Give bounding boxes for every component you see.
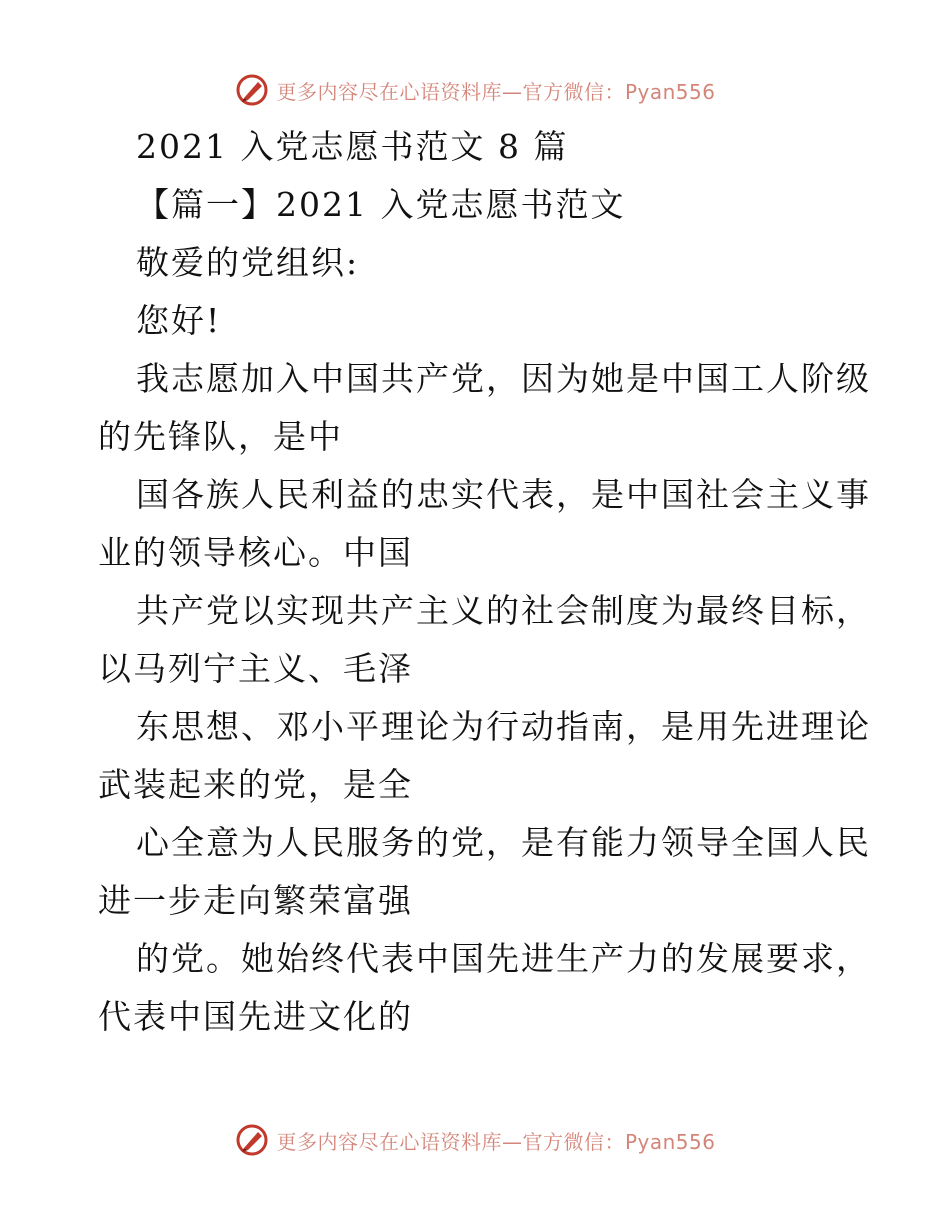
paragraph-line: 的先锋队，是中	[98, 417, 343, 456]
paragraph-line: 心全意为人民服务的党，是有能力领导全国人民	[136, 823, 871, 862]
paragraph-line: 共产党以实现共产主义的社会制度为最终目标，	[136, 591, 871, 630]
paragraph-line: 的党。她始终代表中国先进生产力的发展要求，	[136, 939, 871, 978]
document-body	[98, 118, 871, 1046]
greeting: 您好!	[136, 301, 222, 340]
paragraph-line: 进一步走向繁荣富强	[98, 881, 413, 920]
paragraph-line: 以马列宁主义、毛泽	[98, 649, 413, 688]
paragraph-line: 代表中国先进文化的	[98, 997, 413, 1036]
paragraph-line: 我志愿加入中国共产党，因为她是中国工人阶级	[136, 359, 871, 398]
paragraph-line: 业的领导核心。中国	[98, 533, 413, 572]
section-heading: 【篇一】2021 入党志愿书范文	[136, 185, 626, 224]
paragraph-line: 东思想、邓小平理论为行动指南，是用先进理论	[136, 707, 871, 746]
watermark-text: 更多内容尽在心语资料库—官方微信：Pyan556	[276, 1129, 716, 1154]
pen-logo-icon	[234, 72, 270, 108]
footer-watermark	[0, 1120, 950, 1160]
paragraph-line: 武装起来的党，是全	[98, 765, 413, 804]
watermark-text: 更多内容尽在心语资料库—官方微信：Pyan556	[276, 79, 716, 104]
pen-logo-icon	[234, 1122, 270, 1158]
salutation: 敬爱的党组织:	[136, 243, 360, 282]
document-title: 2021 入党志愿书范文 8 篇	[136, 127, 569, 166]
paragraph-line: 国各族人民利益的忠实代表，是中国社会主义事	[136, 475, 871, 514]
header-watermark	[0, 70, 950, 110]
